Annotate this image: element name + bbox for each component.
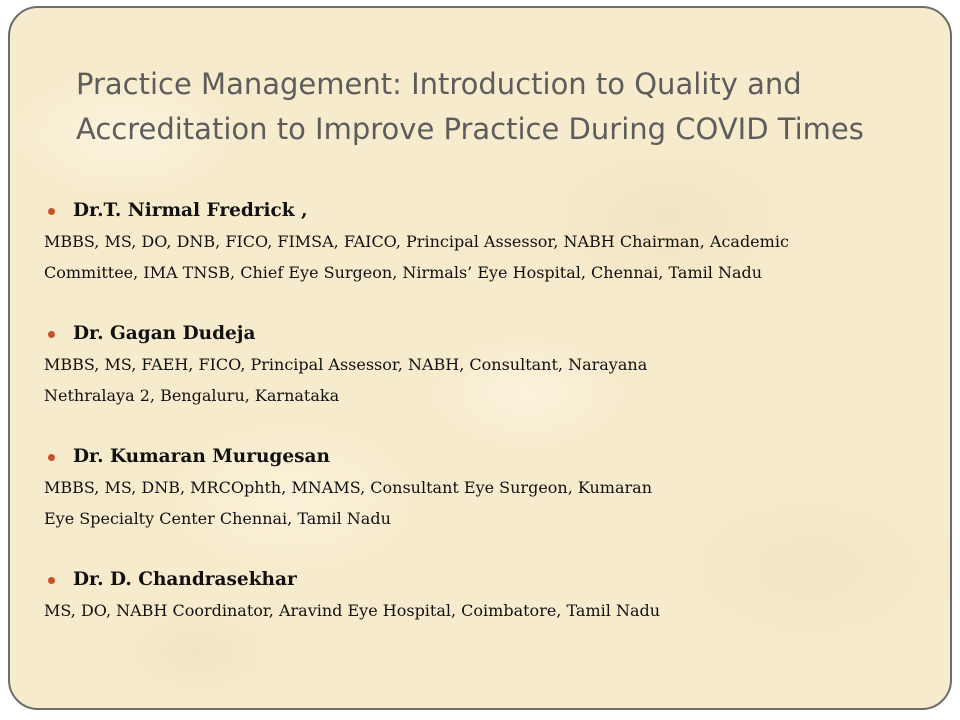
speaker-name: Dr. Gagan Dudeja xyxy=(73,323,256,344)
speaker-entry xyxy=(10,565,940,626)
round-bullet-icon xyxy=(48,577,55,584)
round-bullet-icon xyxy=(48,454,55,461)
speaker-credentials: MBBS, MS, FAEH, FICO, Principal Assessor, NABH, Consultant, Narayana xyxy=(44,355,648,374)
round-bullet-icon xyxy=(48,331,55,338)
speaker-name: Dr. Kumaran Murugesan xyxy=(73,446,330,467)
speaker-name-line xyxy=(10,319,940,349)
title-line-1: Practice Management: Introduction to Quality and xyxy=(76,67,802,101)
speaker-credentials: MBBS, MS, DNB, MRCOphth, MNAMS, Consultant Eye Surgeon, Kumaran xyxy=(44,478,653,497)
speaker-credentials: MS, DO, NABH Coordinator, Aravind Eye Hospital, Coimbatore, Tamil Nadu xyxy=(44,601,661,620)
round-bullet-icon xyxy=(48,208,55,215)
speaker-affiliation: Committee, IMA TNSB, Chief Eye Surgeon, Nirmals’ Eye Hospital, Chennai, Tamil Nadu xyxy=(44,263,763,282)
speaker-name: Dr. D. Chandrasekhar xyxy=(73,569,297,590)
slide xyxy=(8,6,952,710)
speaker-credentials: MBBS, MS, DO, DNB, FICO, FIMSA, FAICO, Principal Assessor, NABH Chairman, Academic xyxy=(44,232,789,251)
title-line-2: Accreditation to Improve Practice During COVID Times xyxy=(76,112,864,146)
speaker-entry xyxy=(10,319,940,411)
speaker-affiliation: Nethralaya 2, Bengaluru, Karnataka xyxy=(44,386,340,405)
speaker-name-line xyxy=(10,196,940,226)
speaker-entry xyxy=(10,442,940,534)
speaker-entry xyxy=(10,196,940,288)
speaker-name-line xyxy=(10,565,940,595)
speaker-affiliation: Eye Specialty Center Chennai, Tamil Nadu xyxy=(44,509,391,528)
speaker-list xyxy=(10,196,940,626)
speaker-name-line xyxy=(10,442,940,472)
slide-title xyxy=(76,62,946,152)
speaker-name: Dr.T. Nirmal Fredrick , xyxy=(73,200,308,221)
